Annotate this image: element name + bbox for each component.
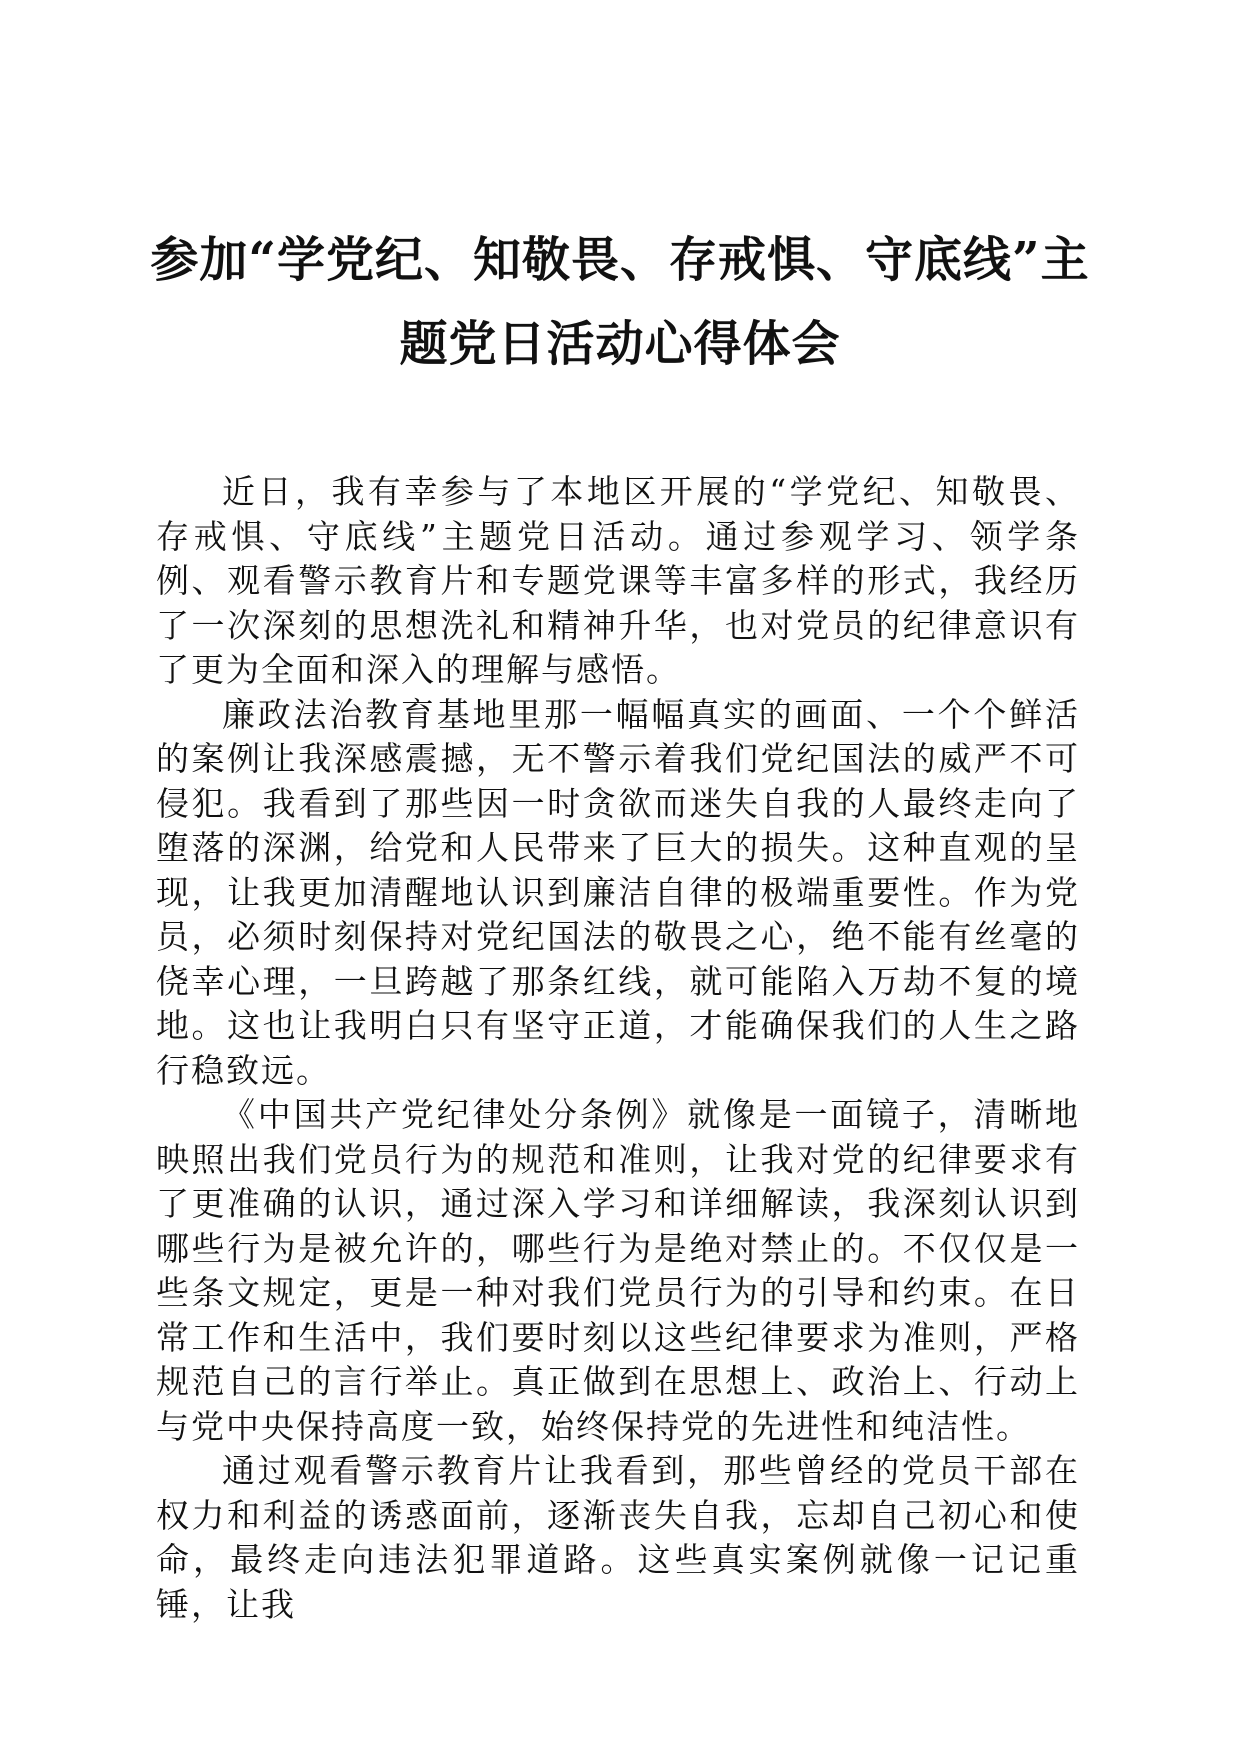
paragraph-1: 近日，我有幸参与了本地区开展的“学党纪、知敬畏、存戒惧、守底线”主题党日活动。通过参观学习、领学条例、观看警示教育片和专题党课等丰富多样的形式，我经历了一次深刻的思想洗礼和精神升华，也对党员的纪律意识有了更为全面和深入的理解与感悟。 [156, 472, 1080, 689]
paragraph-3: 《中国共产党纪律处分条例》就像是一面镜子，清晰地映照出我们党员行为的规范和准则，让我对党的纪律要求有了更准确的认识，通过深入学习和详细解读，我深刻认识到哪些行为是被允许的，哪些行为是绝对禁止的。不仅仅是一些条文规定，更是一种对我们党员行为的引导和约束。在日常工作和生活中，我们要时刻以这些纪律要求为准则，严格规范自己的言行举止。真正做到在思想上、政治上、行动上与党中央保持高度一致，始终保持党的先进性和纯洁性。 [156, 1095, 1080, 1446]
title-line-2: 题党日活动心得体会 [399, 316, 841, 372]
title-line-1: 参加“学党纪、知敬畏、存戒惧、守底线”主 [150, 232, 1090, 288]
document-body [156, 470, 1080, 1627]
document-title [150, 218, 1090, 386]
paragraph-2: 廉政法治教育基地里那一幅幅真实的画面、一个个鲜活的案例让我深感震撼，无不警示着我们党纪国法的威严不可侵犯。我看到了那些因一时贪欲而迷失自我的人最终走向了堕落的深渊，给党和人民带来了巨大的损失。这种直观的呈现，让我更加清醒地认识到廉洁自律的极端重要性。作为党员，必须时刻保持对党纪国法的敬畏之心，绝不能有丝毫的侥幸心理，一旦跨越了那条红线，就可能陷入万劫不复的境地。这也让我明白只有坚守正道，才能确保我们的人生之路行稳致远。 [156, 694, 1080, 1090]
paragraph-4: 通过观看警示教育片让我看到，那些曾经的党员干部在权力和利益的诱惑面前，逐渐丧失自我，忘却自己初心和使命，最终走向违法犯罪道路。这些真实案例就像一记记重锤，让我 [156, 1451, 1080, 1624]
